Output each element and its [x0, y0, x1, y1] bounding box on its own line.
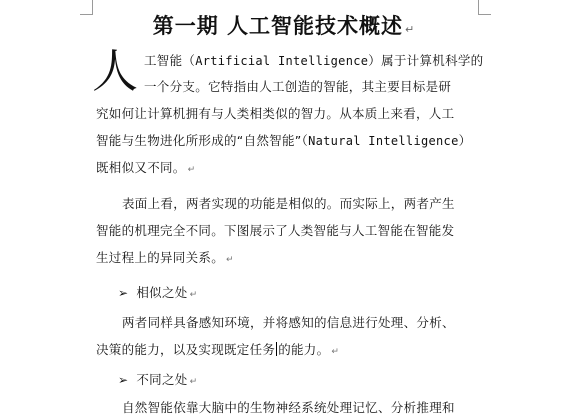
bullet-label: 不同之处	[136, 372, 188, 387]
p3-line-2-text-b: 的能力。	[278, 342, 330, 357]
p1-line-2-text: 一个分支。它特指由人工创造的智能，其主要目标是研	[144, 79, 452, 94]
bullet-item-differences[interactable]	[118, 370, 508, 388]
p3-line-2[interactable]	[96, 340, 486, 358]
p1-line-1-text-a: 工智能（	[144, 53, 196, 68]
bullet-item-similarities[interactable]	[118, 283, 508, 301]
title-text: 第一期 人工智能技术概述	[152, 14, 404, 38]
p1-line-4-text-b: ）	[458, 133, 472, 148]
p1-line-5[interactable]	[96, 158, 486, 176]
p2-line-3-text: 生过程上的异同关系。	[96, 250, 225, 265]
p2-line-2[interactable]	[96, 221, 486, 239]
paragraph-mark: ↵	[331, 347, 340, 357]
p1-line-5-text: 既相似又不同。	[96, 160, 186, 175]
paragraph-mark: ↵	[226, 255, 234, 265]
p2-line-1-text: 表面上看，两者实现的功能是相似的。而实际上，两者产生	[122, 196, 455, 211]
p1-line-1[interactable]	[144, 51, 534, 69]
paragraph-mark: ↵	[187, 165, 196, 175]
p1-line-4[interactable]	[96, 131, 486, 149]
bullet-arrow-icon: ➢	[118, 286, 129, 300]
p1-line-1-term: Artificial Intelligence	[195, 54, 369, 68]
p1-line-4-text-a: 智能与生物进化所形成的“自然智能”（	[96, 133, 309, 148]
paragraph-mark: ↵	[189, 290, 198, 300]
p1-line-3-text: 究如何让计算机拥有与人类相类似的智力。从本质上来看，人工	[96, 106, 455, 121]
p2-line-1[interactable]	[122, 194, 512, 212]
p3-line-1[interactable]	[122, 313, 512, 331]
p4-line-1[interactable]	[122, 398, 512, 416]
bullet-arrow-icon: ➢	[118, 373, 129, 387]
paragraph-mark: ↵	[405, 23, 416, 36]
bullet-label: 相似之处	[136, 285, 188, 300]
p1-line-4-term: Natural Intelligence	[308, 134, 459, 148]
drop-cap[interactable]: 人	[92, 44, 138, 98]
p2-line-3[interactable]	[96, 248, 486, 266]
p2-line-2-text: 智能的机理完全不同。下图展示了人类智能与人工智能在智能发	[96, 223, 455, 238]
p1-line-3[interactable]	[96, 104, 486, 122]
p1-line-2[interactable]	[144, 77, 534, 95]
p3-line-2-text-a: 决策的能力，以及实现既定任务	[96, 342, 276, 357]
document-title[interactable]	[0, 10, 568, 40]
p1-line-1-text-b: ）属于计算机科学的	[368, 53, 484, 68]
p3-line-1-text: 两者同样具备感知环境，并将感知的信息进行处理、分析、	[122, 315, 455, 330]
paragraph-mark: ↵	[189, 377, 198, 387]
p4-line-1-text: 自然智能依靠大脑中的生物神经系统处理记忆、分析推理和	[122, 400, 455, 415]
